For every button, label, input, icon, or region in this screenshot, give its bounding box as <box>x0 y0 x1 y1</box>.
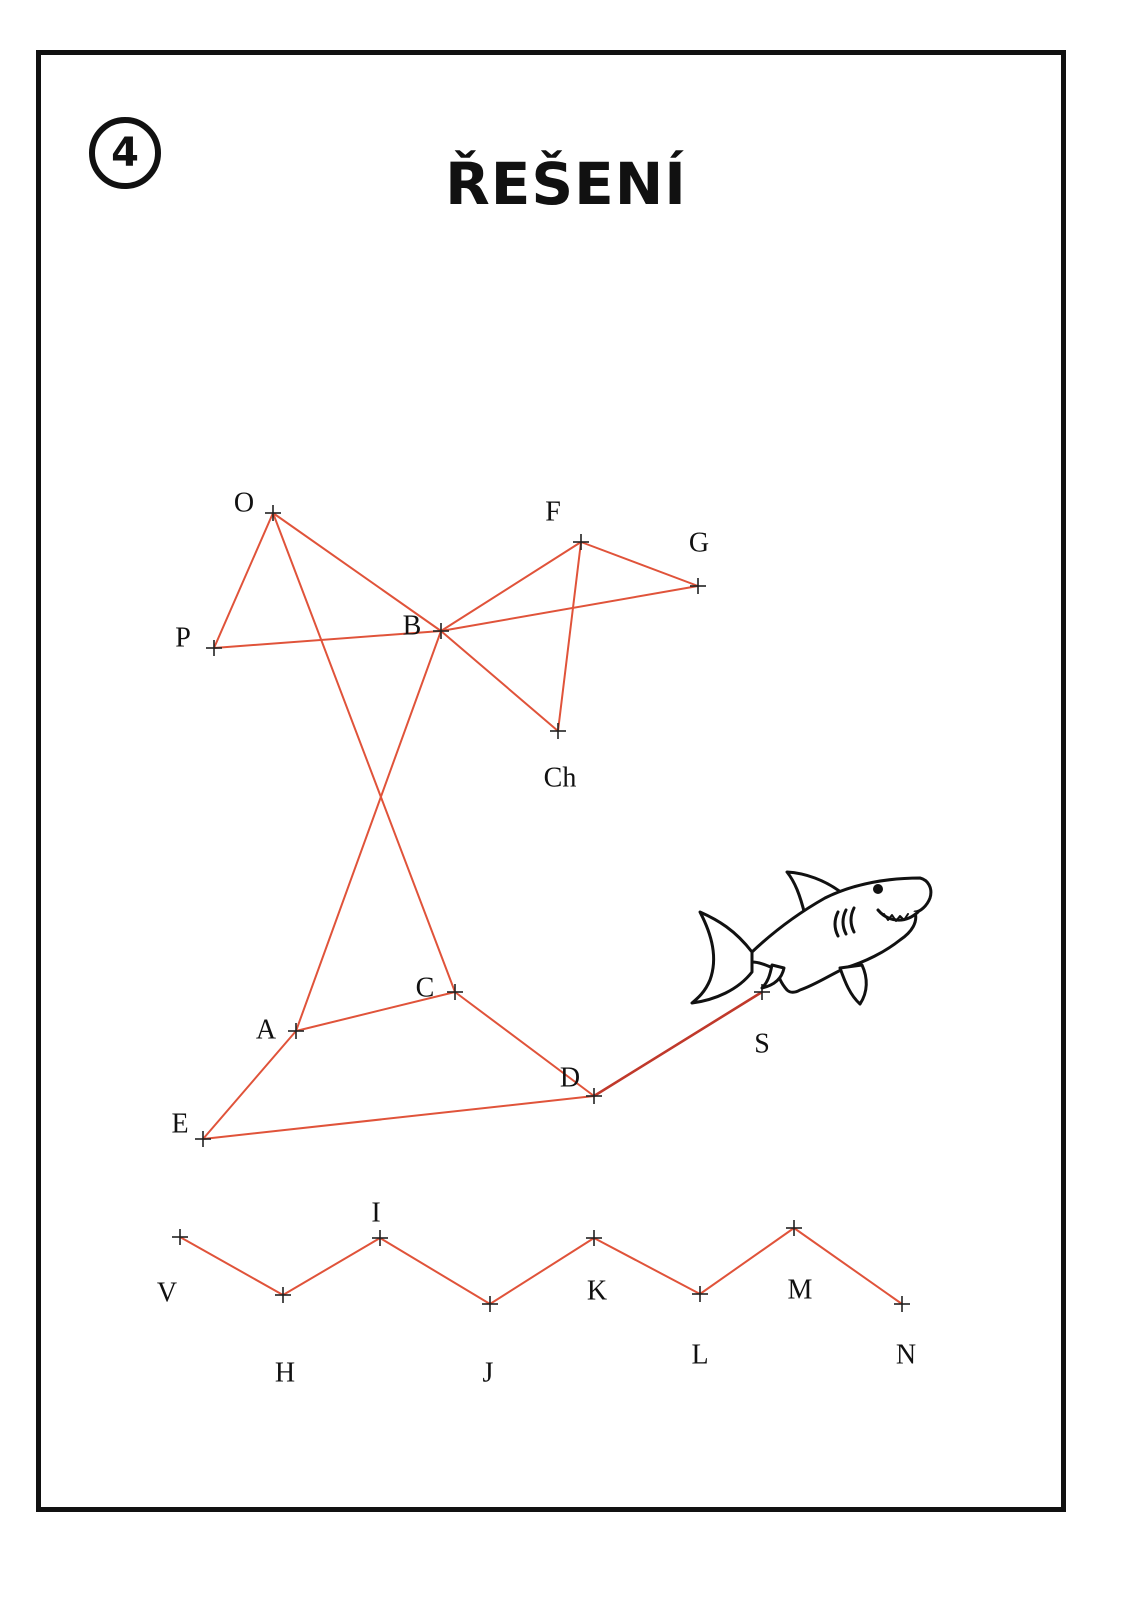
point-label-H: H <box>274 1357 296 1389</box>
point-label-A: A <box>255 1014 277 1046</box>
line-F-G <box>581 542 698 586</box>
point-marker-M <box>786 1220 802 1236</box>
point-marker-P <box>206 640 222 656</box>
line-B-A <box>296 631 441 1031</box>
line-F-Ch <box>558 542 581 731</box>
page-title: ŘEŠENÍ <box>445 150 687 218</box>
point-label-I: I <box>371 1197 381 1229</box>
line-A-E <box>203 1031 296 1139</box>
point-label-F: F <box>545 496 561 528</box>
connection-lines <box>180 513 902 1307</box>
point-label-Ch: Ch <box>543 762 577 794</box>
point-label-L: L <box>691 1339 709 1371</box>
line-O-P <box>214 513 273 648</box>
line-O-C <box>273 513 455 992</box>
point-label-P: P <box>175 622 191 654</box>
line-B-G <box>441 586 698 631</box>
badge-number: 4 <box>111 130 139 176</box>
point-label-B: B <box>402 610 422 642</box>
line-H-I <box>283 1238 380 1295</box>
line-D-S <box>594 992 762 1096</box>
point-marker-G <box>690 578 706 594</box>
line-B-Ch <box>441 631 558 731</box>
point-marker-V <box>172 1229 188 1245</box>
line-J-K <box>490 1238 594 1304</box>
point-label-J: J <box>482 1357 494 1389</box>
point-markers <box>172 505 910 1312</box>
point-marker-I <box>372 1230 388 1246</box>
point-label-O: O <box>233 487 255 519</box>
point-marker-K <box>586 1230 602 1246</box>
point-label-C: C <box>415 972 435 1004</box>
point-marker-J <box>482 1296 498 1312</box>
point-marker-D <box>586 1088 602 1104</box>
point-label-N: N <box>895 1339 917 1371</box>
line-K-L <box>594 1238 700 1294</box>
point-marker-L <box>692 1286 708 1302</box>
point-label-K: K <box>586 1275 608 1307</box>
shark-icon <box>692 872 931 1004</box>
point-label-M: M <box>787 1274 813 1306</box>
line-E-D <box>203 1096 594 1139</box>
point-label-D: D <box>559 1062 581 1094</box>
point-label-S: S <box>754 1028 770 1060</box>
line-I-J <box>380 1238 490 1304</box>
point-marker-O <box>265 505 281 521</box>
point-label-E: E <box>171 1108 189 1140</box>
point-marker-N <box>894 1296 910 1312</box>
point-label-G: G <box>688 527 710 559</box>
line-B-F <box>441 542 581 631</box>
point-marker-C <box>447 984 463 1000</box>
point-marker-F <box>573 534 589 550</box>
point-label-V: V <box>156 1277 178 1309</box>
line-V-H <box>180 1237 283 1295</box>
line-L-M <box>700 1228 794 1294</box>
point-marker-H <box>275 1287 291 1303</box>
